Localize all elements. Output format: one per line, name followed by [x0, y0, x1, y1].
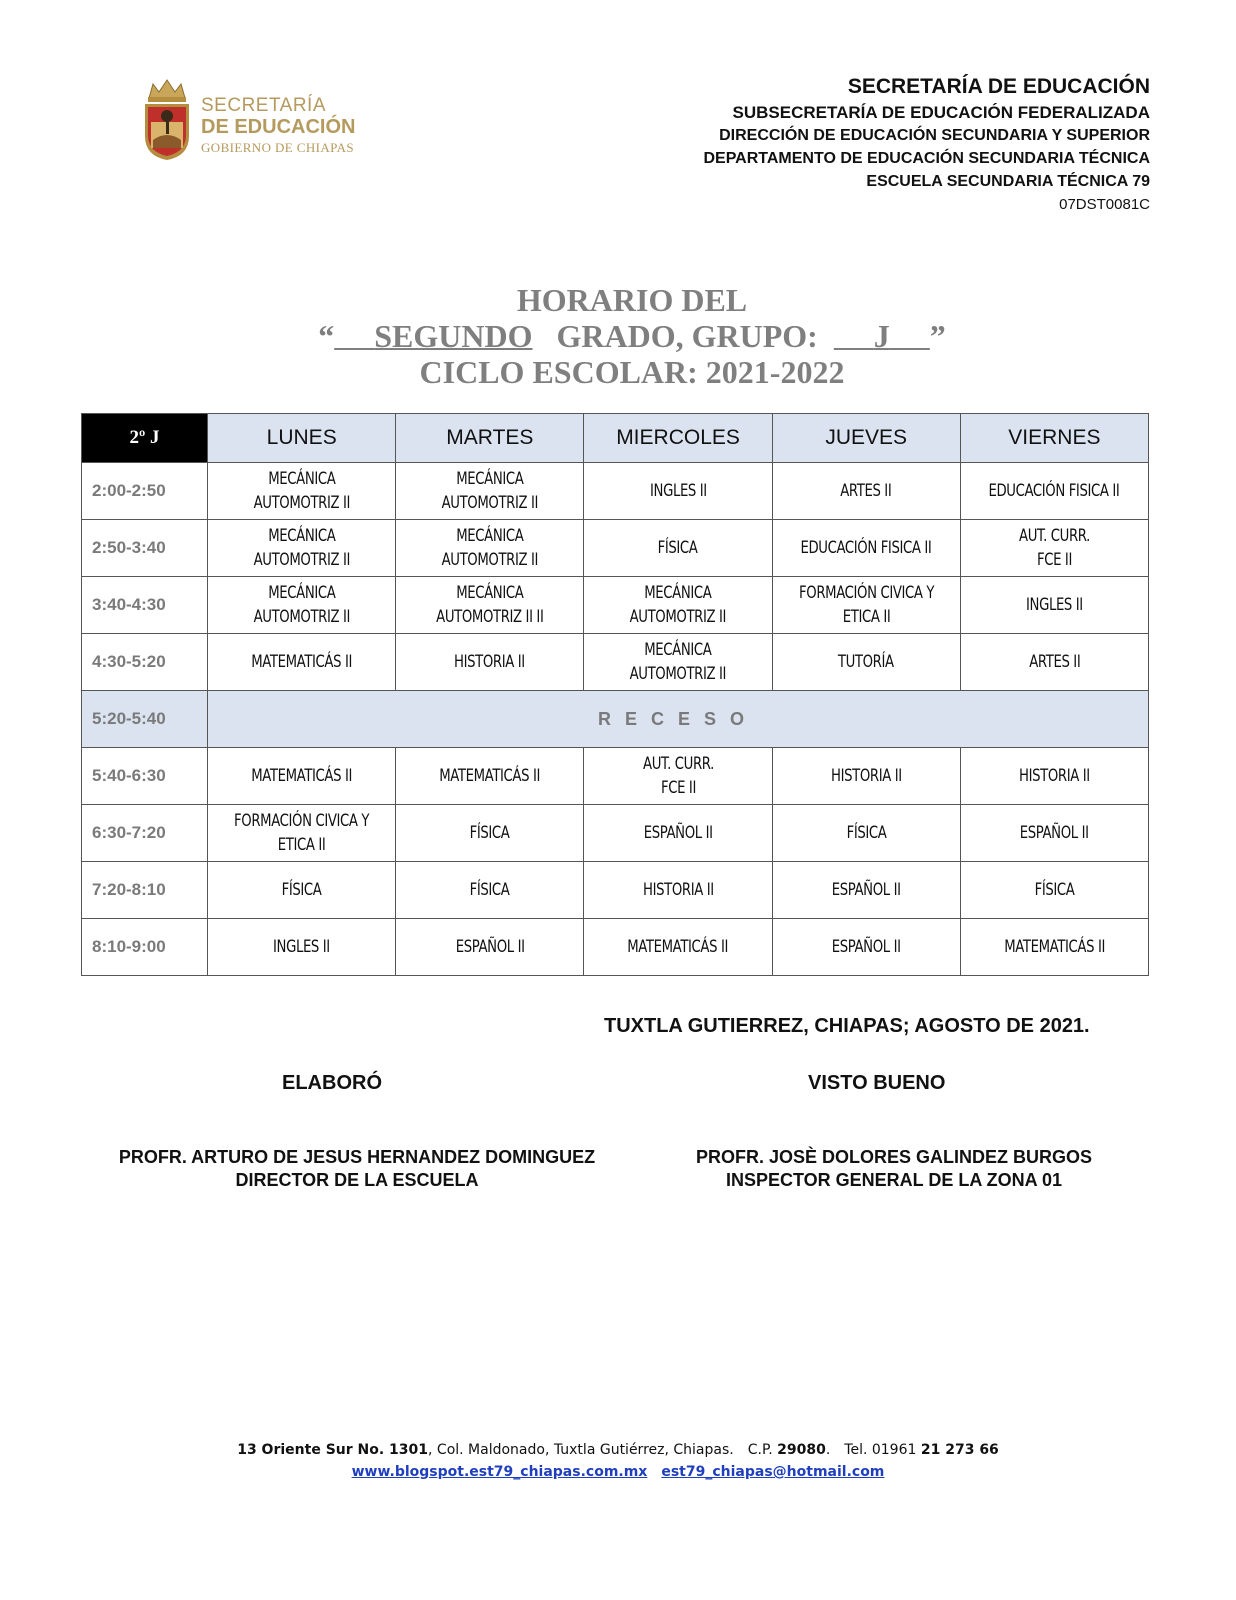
header-line-4: DEPARTAMENTO DE EDUCACIÓN SECUNDARIA TÉCNICA	[703, 150, 1150, 167]
subject-text: FORMACIÓN CIVICA Y ETICA II	[798, 583, 934, 627]
subject-cell	[208, 919, 396, 976]
subject-cell	[396, 748, 584, 805]
signature-right	[664, 1146, 1124, 1192]
logo-line-1: SECRETARÍA	[201, 95, 327, 116]
subject-cell	[772, 634, 960, 691]
time-slot: 8:10-9:00	[82, 919, 208, 976]
subject-cell	[772, 919, 960, 976]
logo-line-3: GOBIERNO DE CHIAPAS	[201, 140, 355, 155]
subject-cell	[208, 463, 396, 520]
subject-text: MECÁNICA AUTOMOTRIZ II	[629, 583, 727, 627]
subject-cell	[396, 520, 584, 577]
subject-text: AUT. CURR. FCE II	[642, 754, 714, 798]
subject-text: ESPAÑOL II	[831, 937, 901, 957]
subject-text: ESPAÑOL II	[831, 880, 901, 900]
time-slot: 5:20-5:40	[82, 691, 208, 748]
subject-text: TUTORÍA	[838, 652, 895, 672]
header-line-5: ESCUELA SECUNDARIA TÉCNICA 79	[866, 173, 1150, 190]
subject-text: MECÁNICA AUTOMOTRIZ II	[253, 583, 350, 627]
subject-text: AUT. CURR. FCE II	[1018, 526, 1090, 570]
table-row	[82, 748, 1149, 805]
time-slot: 7:20-8:10	[82, 862, 208, 919]
day-header: MIERCOLES	[584, 414, 772, 463]
day-header: MARTES	[396, 414, 584, 463]
close-quote: ”	[929, 318, 946, 354]
grade-group-label: GRADO, GRUPO:	[556, 318, 818, 354]
signer-role: INSPECTOR GENERAL DE LA ZONA 01	[725, 1170, 1063, 1190]
subject-cell	[396, 463, 584, 520]
subject-text: MECÁNICA AUTOMOTRIZ II	[441, 469, 539, 513]
time-slot: 3:40-4:30	[82, 577, 208, 634]
signer-name: PROFR. JOSÈ DOLORES GALINDEZ BURGOS	[695, 1147, 1093, 1167]
cp-label: C.P.	[747, 1442, 773, 1458]
visto-bueno-label: VISTO BUENO	[808, 1072, 946, 1094]
group-value	[834, 318, 930, 354]
footer	[0, 1439, 1236, 1483]
group-corner-cell: 2º J	[82, 414, 208, 463]
subject-cell	[396, 577, 584, 634]
coat-of-arms-icon	[139, 78, 195, 162]
subject-text: ESPAÑOL II	[1019, 823, 1089, 843]
subject-text: INGLES II	[273, 937, 331, 957]
logo-line-2: DE EDUCACIÓN	[201, 116, 356, 138]
subject-cell	[960, 919, 1148, 976]
signature-left	[86, 1146, 628, 1192]
day-header: LUNES	[208, 414, 396, 463]
group-text: J	[873, 318, 890, 354]
subject-cell	[208, 862, 396, 919]
subject-cell	[584, 577, 772, 634]
subject-text: FÍSICA	[846, 823, 887, 843]
subject-text: MECÁNICA AUTOMOTRIZ II	[253, 526, 350, 570]
school-code: 07DST0081C	[1059, 196, 1150, 213]
subject-text: ESPAÑOL II	[643, 823, 713, 843]
subject-cell	[584, 919, 772, 976]
logo	[139, 78, 379, 164]
subject-text: MATEMATICÁS II	[627, 937, 729, 957]
subject-cell	[208, 577, 396, 634]
title-line-1: HORARIO DEL	[516, 282, 748, 318]
open-quote: “	[318, 318, 335, 354]
subject-cell	[396, 634, 584, 691]
subject-text: INGLES II	[1025, 595, 1083, 615]
recess-label: RECESO	[208, 691, 1149, 748]
time-slot: 2:00-2:50	[82, 463, 208, 520]
subject-text: MECÁNICA AUTOMOTRIZ II II	[436, 583, 544, 627]
subject-text: FÍSICA	[1034, 880, 1075, 900]
document-title	[0, 282, 1236, 390]
subject-cell	[772, 862, 960, 919]
grade-text: SEGUNDO	[374, 318, 533, 354]
subject-text: EDUCACIÓN FISICA II	[800, 538, 932, 558]
subject-cell	[208, 805, 396, 862]
subject-text: MECÁNICA AUTOMOTRIZ II	[253, 469, 350, 513]
subject-cell	[772, 805, 960, 862]
subject-cell	[584, 463, 772, 520]
subject-text: ARTES II	[1028, 652, 1080, 672]
subject-cell	[772, 577, 960, 634]
header-line-3: DIRECCIÓN DE EDUCACIÓN SECUNDARIA Y SUPERIOR	[719, 127, 1150, 144]
subject-text: MATEMATICÁS II	[1004, 937, 1105, 957]
table-row	[82, 862, 1149, 919]
grade-value	[334, 318, 532, 354]
subject-cell	[584, 634, 772, 691]
signer-name: PROFR. ARTURO DE JESUS HERNANDEZ DOMINGUEZ	[118, 1147, 596, 1167]
letterhead	[703, 76, 1150, 212]
place-date: TUXTLA GUTIERREZ, CHIAPAS; AGOSTO DE 2021.	[604, 1015, 1090, 1037]
subject-cell	[396, 805, 584, 862]
time-slot: 4:30-5:20	[82, 634, 208, 691]
day-header: JUEVES	[772, 414, 960, 463]
title-line-2	[0, 318, 1236, 354]
subject-text: ARTES II	[840, 481, 892, 501]
subject-text: FÍSICA	[658, 538, 698, 558]
subject-cell	[208, 634, 396, 691]
subject-cell	[584, 520, 772, 577]
subject-text: HISTORIA II	[830, 766, 902, 786]
subject-cell	[960, 463, 1148, 520]
elaboro-label: ELABORÓ	[282, 1072, 382, 1094]
subject-text: MATEMATICÁS II	[439, 766, 541, 786]
footer-address: 13 Oriente Sur No. 1301, Col. Maldonado, Tuxtla Gutiérrez, Chiapas. C.P. 29080. Tel. 01961 21 273 66	[237, 1442, 999, 1458]
subject-cell	[960, 748, 1148, 805]
table-row	[82, 520, 1149, 577]
subject-text: MECÁNICA AUTOMOTRIZ II	[441, 526, 539, 570]
subject-cell	[208, 748, 396, 805]
time-slot: 6:30-7:20	[82, 805, 208, 862]
time-slot: 5:40-6:30	[82, 748, 208, 805]
table-row	[82, 805, 1149, 862]
subject-text: MECÁNICA AUTOMOTRIZ II	[629, 640, 727, 684]
subject-text: EDUCACIÓN FISICA II	[988, 481, 1120, 501]
footer-links	[0, 1461, 1236, 1483]
signer-role: DIRECTOR DE LA ESCUELA	[235, 1170, 479, 1190]
subject-text: FÍSICA	[281, 880, 322, 900]
subject-cell	[772, 748, 960, 805]
title-line-3: CICLO ESCOLAR: 2021-2022	[419, 354, 845, 390]
table-row	[82, 463, 1149, 520]
cp-value: 29080	[777, 1442, 826, 1458]
address-street: 13 Oriente Sur No. 1301	[237, 1442, 429, 1458]
subject-text: FORMACIÓN CIVICA Y ETICA II	[234, 811, 370, 855]
tel-value: 21 273 66	[920, 1442, 999, 1458]
address-city: , Col. Maldonado, Tuxtla Gutiérrez, Chiapas.	[428, 1442, 734, 1458]
subject-cell	[396, 862, 584, 919]
subject-cell	[960, 805, 1148, 862]
recess-row	[82, 691, 1149, 748]
subject-cell	[208, 520, 396, 577]
subject-text: MATEMATICÁS II	[251, 766, 353, 786]
subject-text: ESPAÑOL II	[455, 937, 525, 957]
subject-text: HISTORIA II	[1018, 766, 1090, 786]
subject-cell	[960, 577, 1148, 634]
table-row	[82, 919, 1149, 976]
tel-label: Tel. 01961	[844, 1442, 917, 1458]
subject-cell	[396, 919, 584, 976]
subject-cell	[584, 862, 772, 919]
time-slot: 2:50-3:40	[82, 520, 208, 577]
subject-cell	[584, 748, 772, 805]
subject-text: HISTORIA II	[454, 652, 526, 672]
header-line-1: SECRETARÍA DE EDUCACIÓN	[847, 75, 1150, 98]
subject-text: FÍSICA	[469, 823, 510, 843]
subject-cell	[772, 520, 960, 577]
schedule-header-row	[82, 414, 1149, 463]
table-row	[82, 634, 1149, 691]
blog-link[interactable]: www.blogspot.est79_chiapas.com.mx	[351, 1464, 648, 1480]
day-header: VIERNES	[960, 414, 1148, 463]
subject-cell	[960, 520, 1148, 577]
header-line-2: SUBSECRETARÍA DE EDUCACIÓN FEDERALIZADA	[732, 103, 1150, 122]
subject-cell	[584, 805, 772, 862]
subject-cell	[772, 463, 960, 520]
email-link[interactable]: est79_chiapas@hotmail.com	[661, 1464, 885, 1480]
schedule-table	[81, 413, 1149, 976]
subject-text: FÍSICA	[469, 880, 510, 900]
table-row	[82, 577, 1149, 634]
subject-text: HISTORIA II	[642, 880, 714, 900]
subject-text: MATEMATICÁS II	[251, 652, 353, 672]
subject-cell	[960, 634, 1148, 691]
subject-cell	[960, 862, 1148, 919]
subject-text: INGLES II	[649, 481, 707, 501]
